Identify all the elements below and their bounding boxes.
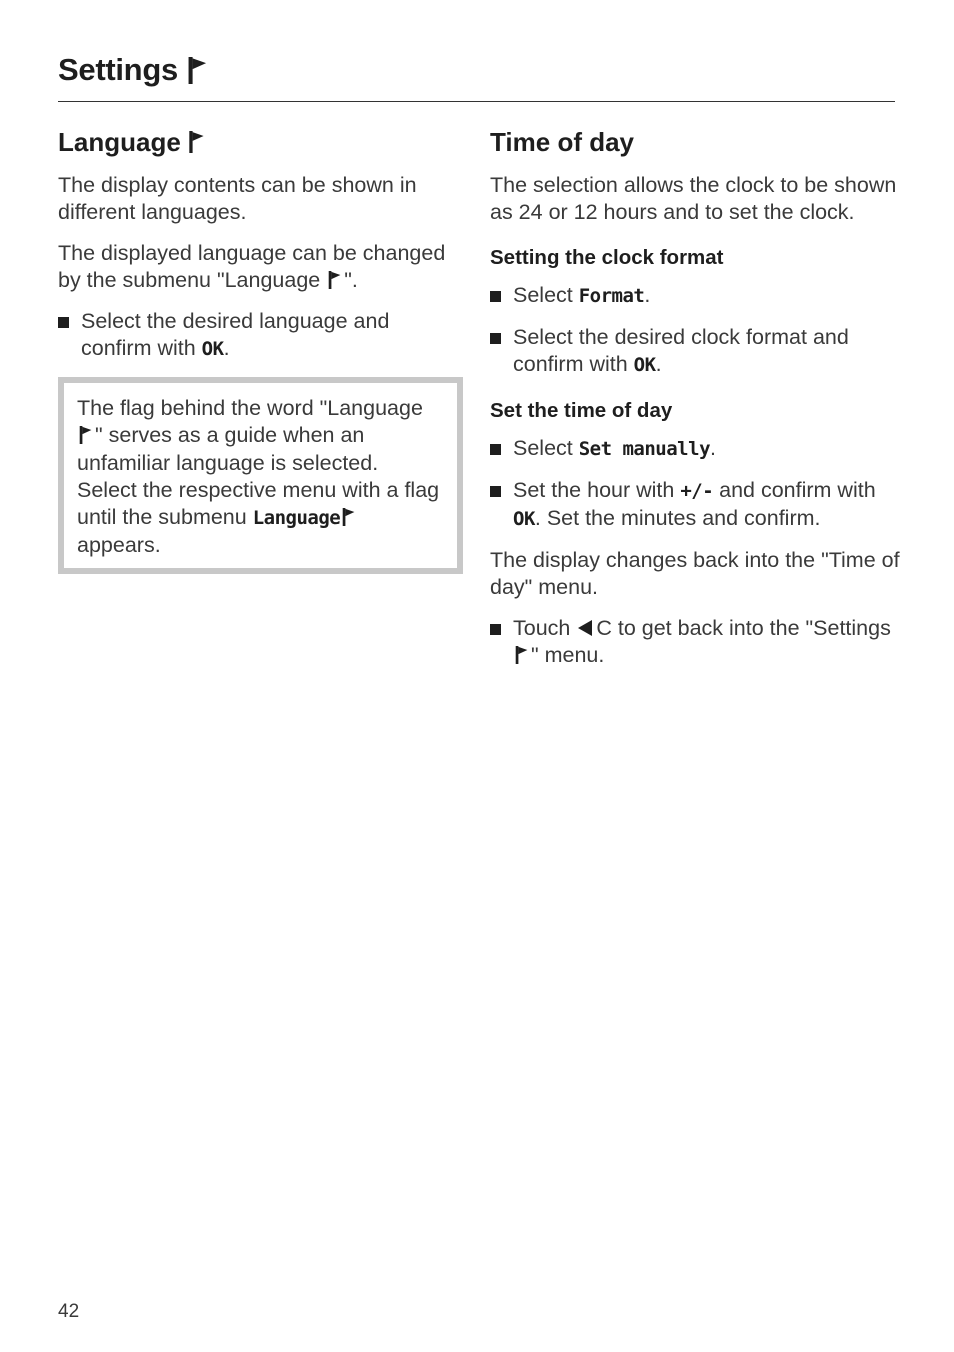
list-item-text-part: Select the desired clock format and confirm with — [513, 325, 849, 376]
list-item-text — [513, 435, 716, 463]
bullet-square-icon — [490, 435, 513, 463]
display-key-language: Language — [252, 507, 341, 530]
list-item-text — [513, 282, 650, 310]
bullet-square-icon — [490, 282, 513, 310]
list-item-text-part: Select the desired language and confirm with — [81, 309, 390, 360]
language-para2-text: The displayed language can be changed by the submenu "Language — [58, 241, 446, 292]
language-heading-text: Language — [58, 126, 181, 157]
display-key-ok: OK — [201, 338, 224, 360]
after-text: The display changes back into the "Time of day" menu. — [490, 548, 900, 599]
display-key-ok: OK — [633, 354, 656, 376]
time-of-day-section — [490, 124, 900, 683]
language-para2-suffix: ". — [344, 268, 358, 292]
flag-icon — [342, 508, 356, 526]
list-item-text-part: . Set the minutes and confirm. — [534, 506, 821, 530]
list-item-text-part: . — [223, 336, 230, 360]
note-text: Select the respective menu with a flag until the submenu — [77, 477, 440, 530]
list-item-text — [513, 477, 900, 533]
flag-icon — [188, 57, 208, 84]
flag-icon — [79, 426, 93, 444]
list-item-text-part: Set the hour with — [513, 478, 681, 502]
flag-icon — [328, 271, 342, 289]
note-text: The flag behind the word "Language — [77, 396, 423, 420]
list-item — [490, 615, 900, 669]
list-item-text-part: and confirm with — [713, 478, 876, 502]
clock-format-heading: Setting the clock format — [490, 246, 724, 269]
language-para1: The display contents can be shown in different languages. — [58, 173, 417, 224]
language-para2 — [58, 240, 463, 294]
list-item — [490, 435, 900, 463]
list-item-text — [513, 324, 900, 379]
list-item-text — [81, 308, 463, 363]
back-triangle-icon — [578, 620, 592, 636]
bullet-square-icon — [58, 308, 81, 363]
note-text: " serves as a guide when an unfamiliar language is selected. — [77, 423, 379, 475]
list-item — [490, 324, 900, 379]
list-item-text-part: Touch — [513, 616, 577, 640]
list-item-text-part: Select — [513, 283, 579, 307]
bullet-square-icon — [490, 477, 513, 533]
title-divider — [58, 101, 895, 102]
language-heading — [58, 124, 463, 160]
time-of-day-intro: The selection allows the clock to be shown as 24 or 12 hours and to set the clock. — [490, 173, 897, 224]
bullet-square-icon — [490, 324, 513, 379]
list-item-text — [513, 615, 900, 669]
display-key-set-manually: Set manually — [578, 438, 711, 460]
display-key-format: Format — [578, 285, 645, 307]
list-item-text-part: . — [710, 436, 716, 460]
language-section — [58, 124, 463, 574]
list-item — [58, 308, 463, 363]
page-title — [58, 52, 210, 88]
display-key-plus-minus: +/- — [680, 480, 714, 502]
list-item — [490, 477, 900, 533]
page-title-text: Settings — [58, 52, 178, 87]
time-of-day-heading: Time of day — [490, 126, 635, 157]
list-item — [490, 282, 900, 310]
bullet-square-icon — [490, 615, 513, 669]
flag-icon — [515, 646, 529, 664]
note-box — [58, 377, 463, 574]
list-item-text-part: Select — [513, 436, 579, 460]
page-number: 42 — [58, 1301, 80, 1322]
note-text: appears. — [77, 533, 161, 558]
set-time-heading: Set the time of day — [490, 399, 673, 422]
list-item-text-part: C to get back into the "Settings — [596, 616, 891, 640]
list-item-text-part: " menu. — [531, 643, 605, 667]
flag-icon — [189, 131, 205, 153]
list-item-text-part: . — [644, 283, 651, 307]
list-item-text-part: . — [655, 352, 662, 376]
display-key-ok: OK — [513, 508, 535, 530]
